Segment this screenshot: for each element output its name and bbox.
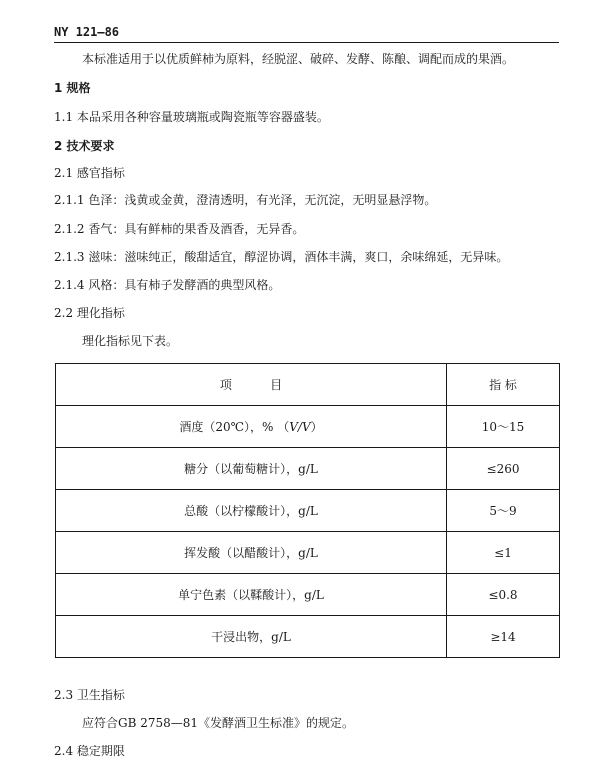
table-row (56, 406, 560, 448)
table-row (56, 532, 560, 574)
column-header-value: 指 标 (447, 364, 560, 406)
row-value: ≥14 (447, 616, 560, 658)
row-value: ≤0.8 (447, 574, 560, 616)
clause-2-1: 2.1 感官指标 (54, 166, 125, 180)
clause-1-1: 1.1 本品采用各种容量玻璃瓶或陶瓷瓶等容器盛装。 (54, 110, 329, 124)
table-row (56, 490, 560, 532)
clause-2-1-1: 2.1.1 色泽：浅黄或金黄，澄清透明，有光泽，无沉淀，无明显悬浮物。 (54, 193, 437, 207)
row-value: 10～15 (447, 406, 560, 448)
clause-2-3: 2.3 卫生指标 (54, 688, 125, 702)
clause-2-1-4: 2.1.4 风格：具有柿子发酵酒的典型风格。 (54, 278, 281, 292)
row-item: 糖分（以葡萄糖计），g/L (56, 448, 447, 490)
table-row (56, 616, 560, 658)
section-2-title: 2 技术要求 (54, 139, 115, 153)
table-header-row (56, 364, 560, 406)
table-row (56, 448, 560, 490)
row-item: 干浸出物，g/L (56, 616, 447, 658)
row-item (56, 406, 447, 448)
row-value: 5～9 (447, 490, 560, 532)
row-item-text: 酒度（20℃），% （ (179, 420, 290, 434)
row-value: ≤260 (447, 448, 560, 490)
row-item-end: ） (310, 420, 323, 434)
intro-paragraph: 本标准适用于以优质鲜柿为原料，经脱涩、破碎、发酵、陈酿、调配而成的果酒。 (82, 52, 515, 66)
row-item: 单宁色素（以鞣酸计），g/L (56, 574, 447, 616)
row-item: 挥发酸（以醋酸计），g/L (56, 532, 447, 574)
column-header-item: 项 目 (56, 364, 447, 406)
row-item-unit: V/V (289, 420, 311, 434)
clause-2-4: 2.4 稳定期限 (54, 744, 125, 758)
row-item: 总酸（以柠檬酸计），g/L (56, 490, 447, 532)
table-row (56, 574, 560, 616)
table-reference-note: 理化指标见下表。 (82, 334, 179, 348)
clause-2-1-2: 2.1.2 香气：具有鲜柿的果香及酒香，无异香。 (54, 222, 305, 236)
clause-2-3-text: 应符合GB 2758—81《发酵酒卫生标准》的规定。 (82, 716, 355, 730)
physicochemical-table (55, 363, 560, 658)
header-rule (54, 42, 559, 43)
row-value: ≤1 (447, 532, 560, 574)
clause-2-2: 2.2 理化指标 (54, 306, 125, 320)
document-code: NY 121—86 (54, 25, 120, 39)
section-1-title: 1 规格 (54, 81, 91, 95)
clause-2-1-3: 2.1.3 滋味：滋味纯正，酸甜适宜，醇涩协调，酒体丰满，爽口，余味绵延，无异味。 (54, 250, 509, 264)
